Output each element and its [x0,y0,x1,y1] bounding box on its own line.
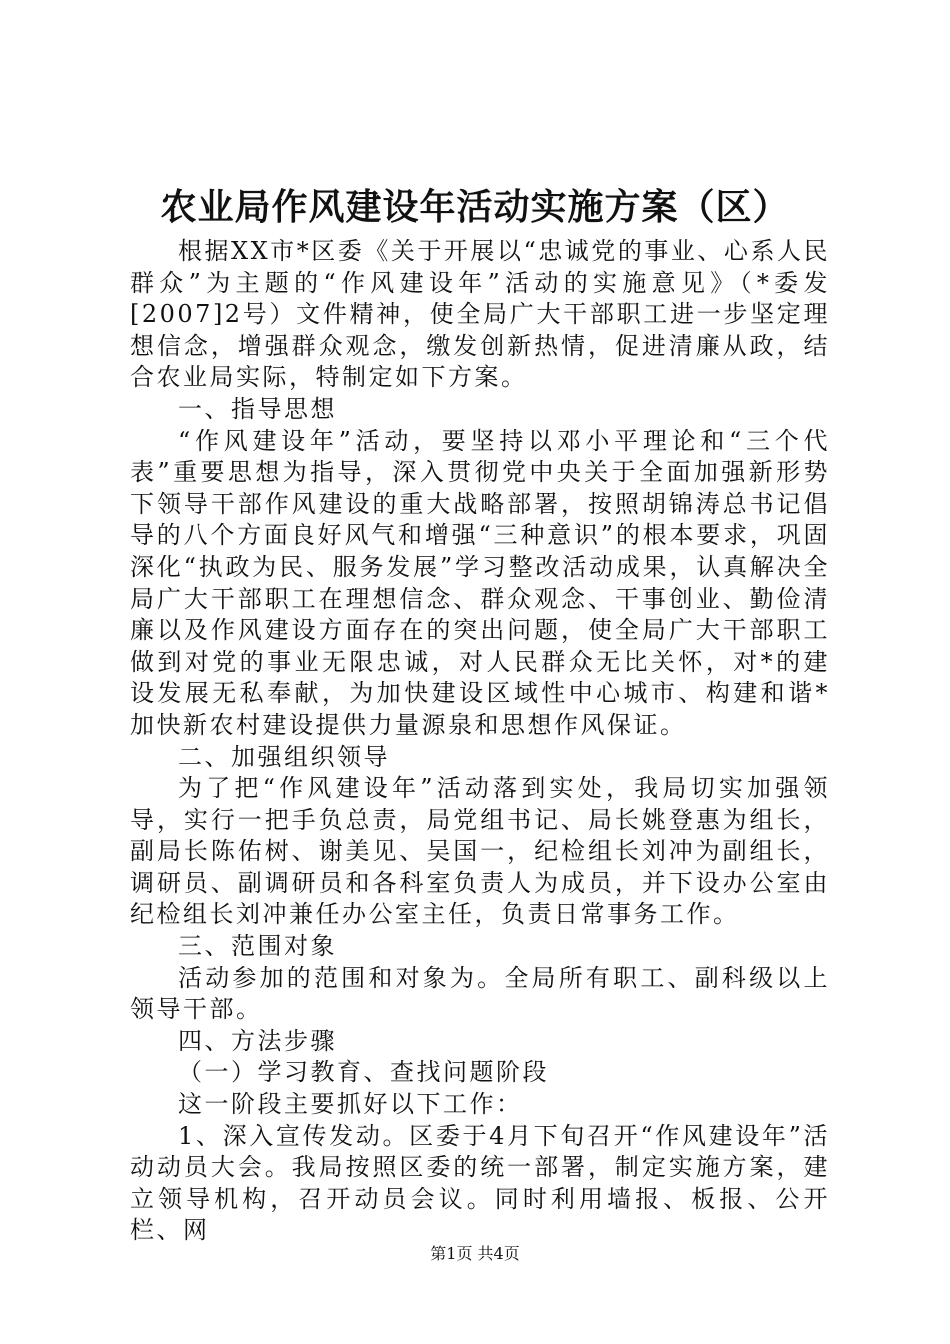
document-title: 农业局作风建设年活动实施方案（区） [160,186,790,228]
section-heading-scope: 三、范围对象 [178,932,337,961]
paragraph-item-1: 1、深入宣传发动。区委于4月下旬召开“作风建设年”活动动员大会。我局按照区委的统一部署，制定实施方案，建立领导机构，召开动员会议。同时利用墙报、板报、公开栏、网 [130,1121,830,1245]
paragraph-scope: 活动参加的范围和对象为。全局所有职工、副科级以上领导干部。 [130,963,830,1024]
paragraph-organization: 为了把“作风建设年”活动落到实处，我局切实加强领导，实行一把手负总责，局党组书记、局长姚登惠为组长，副局长陈佑树、谢美见、吴国一，纪检组长刘冲为副组长，调研员、副调研员和各科室负责人为成员，并下设办公室由纪检组长刘冲兼任办公室主任，负责日常事务工作。 [130,774,830,929]
section-heading-organization: 二、加强组织领导 [178,742,390,771]
paragraph-phase-intro: 这一阶段主要抓好以下工作： [178,1090,523,1119]
paragraph-guiding-ideology: “作风建设年”活动，要坚持以邓小平理论和“三个代表”重要思想为指导，深入贯彻党中央关于全面加强新形势下领导干部作风建设的重大战略部署，按照胡锦涛总书记倡导的八个方面良好风气和增强“三种意识”的根本要求，巩固深化“执政为民、服务发展”学习整改活动成果，认真解决全局广大干部职工在理想信念、群众观念、干事创业、勤俭清廉以及作风建设方面存在的突出问题，使全局广大干部职工做到对党的事业无限忠诚，对人民群众无比关怀，对*的建设发展无私奉献，为加快建设区域性中心城市、构建和谐*加快新农村建设提供力量源泉和思想作风保证。 [130,426,830,739]
section-heading-methods: 四、方法步骤 [178,1026,337,1055]
page-footer: 第1页 共4页 [430,1244,520,1263]
document-body [130,236,830,1247]
subsection-heading-study-phase: （一）学习教育、查找问题阶段 [178,1058,549,1087]
paragraph-intro: 根据XX市*区委《关于开展以“忠诚党的事业、心系人民群众”为主题的“作风建设年”活动的实施意见》（*委发[2007]2号）文件精神，使全局广大干部职工进一步坚定理想信念，增强群众观念，缴发创新热情，促进清廉从政，结合农业局实际，特制定如下方案。 [130,237,830,392]
section-heading-guiding-ideology: 一、指导思想 [178,394,337,423]
